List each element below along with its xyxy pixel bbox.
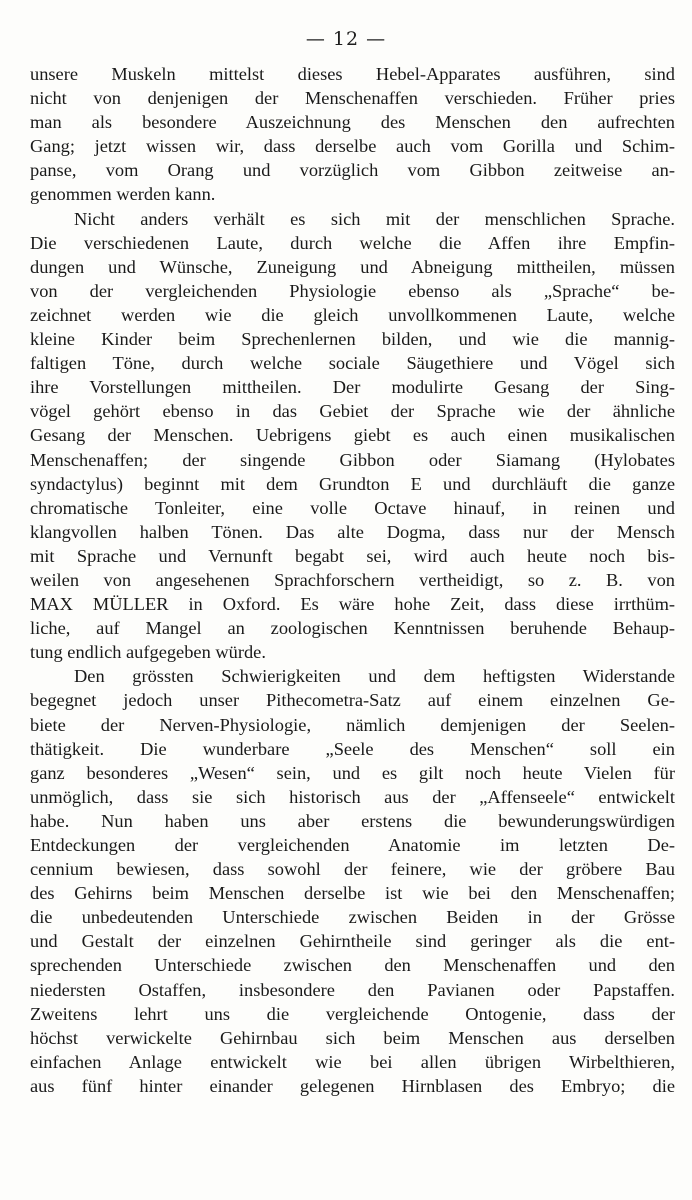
text-line: einfachen Anlage entwickelt wie bei allen übrigen Wirbelthieren, xyxy=(30,1051,675,1072)
body-text xyxy=(30,62,675,1098)
text-line: vögel gehört ebenso in das Gebiet der Sprache wie der ähnliche xyxy=(30,401,675,422)
text-line: klangvollen halben Tönen. Das alte Dogma, dass nur der Mensch xyxy=(30,521,675,542)
paragraph-start-line: Nicht anders verhält es sich mit der menschlichen Sprache. xyxy=(74,208,675,229)
text-line: des Gehirns beim Menschen derselbe ist wie bei den Menschenaffen; xyxy=(30,883,675,904)
text-line: liche, auf Mangel an zoologischen Kenntnissen beruhende Behaup- xyxy=(30,618,675,639)
text-line: man als besondere Auszeichnung des Menschen den aufrechten xyxy=(30,112,675,133)
text-line: genommen werden kann. xyxy=(30,184,216,205)
text-line: weilen von angesehenen Sprachforschern vertheidigt, so z. B. von xyxy=(30,569,675,590)
text-line: habe. Nun haben uns aber erstens die bewunderungswürdigen xyxy=(30,810,675,831)
text-line: Die verschiedenen Laute, durch welche die Affen ihre Empfin- xyxy=(30,232,675,253)
text-line: dungen und Wünsche, Zuneigung und Abneigung mittheilen, müssen xyxy=(30,256,675,277)
paragraph-start-line: Den grössten Schwierigkeiten und dem heftigsten Widerstande xyxy=(74,666,675,687)
text-line: tung endlich aufgegeben würde. xyxy=(30,642,266,663)
text-line: syndactylus) beginnt mit dem Grundton E und durchläuft die ganze xyxy=(30,473,675,494)
text-line: von der vergleichenden Physiologie ebenso als „Sprache“ be- xyxy=(30,280,675,301)
text-line: biete der Nerven-Physiologie, nämlich demjenigen der Seelen- xyxy=(30,714,675,735)
text-line: Gesang der Menschen. Uebrigens giebt es auch einen musikalischen xyxy=(30,425,675,446)
text-line: zeichnet werden wie die gleich unvollkommenen Laute, welche xyxy=(30,304,675,325)
text-line: ihre Vorstellungen mittheilen. Der modulirte Gesang der Sing- xyxy=(30,377,675,398)
text-line: thätigkeit. Die wunderbare „Seele des Menschen“ soll ein xyxy=(30,738,675,759)
text-line: unmöglich, dass sie sich historisch aus der „Affenseele“ entwickelt xyxy=(30,786,675,807)
text-line: die unbedeutenden Unterschiede zwischen Beiden in der Grösse xyxy=(30,907,675,928)
text-line: nicht von denjenigen der Menschenaffen verschieden. Früher pries xyxy=(30,88,675,109)
text-line: sprechenden Unterschiede zwischen den Menschenaffen und den xyxy=(30,955,675,976)
text-line: chromatische Tonleiter, eine volle Octave hinauf, in reinen und xyxy=(30,497,675,518)
text-line: mit Sprache und Vernunft begabt sei, wird auch heute noch bis- xyxy=(30,545,675,566)
text-line: panse, vom Orang und vorzüglich vom Gibbon zeitweise an- xyxy=(30,160,675,181)
page-number: — 12 — xyxy=(305,28,387,50)
text-line: begegnet jedoch unser Pithecometra-Satz auf einem einzelnen Ge- xyxy=(30,690,675,711)
text-line: Zweitens lehrt uns die vergleichende Ontogenie, dass der xyxy=(30,1003,675,1024)
text-line: niedersten Ostaffen, insbesondere den Pavianen oder Papstaffen. xyxy=(30,979,675,1000)
text-line: Menschenaffen; der singende Gibbon oder Siamang (Hylobates xyxy=(30,449,675,470)
text-line: und Gestalt der einzelnen Gehirntheile sind geringer als die ent- xyxy=(30,931,675,952)
text-line: unsere Muskeln mittelst dieses Hebel-Apparates ausführen, sind xyxy=(30,64,675,84)
text-line: MAX MÜLLER in Oxford. Es wäre hohe Zeit, dass diese irrthüm- xyxy=(30,594,675,615)
text-line: kleine Kinder beim Sprechenlernen bilden, und wie die mannig- xyxy=(30,329,675,350)
text-line: faltigen Töne, durch welche sociale Säugethiere und Vögel sich xyxy=(30,353,675,374)
text-line: Entdeckungen der vergleichenden Anatomie im letzten De- xyxy=(30,835,675,855)
text-line: aus fünf hinter einander gelegenen Hirnblasen des Embryo; die xyxy=(30,1075,675,1096)
text-line: cennium bewiesen, dass sowohl der feinere, wie der gröbere Bau xyxy=(30,859,675,880)
text-line: ganz besonderes „Wesen“ sein, und es gilt noch heute Vielen für xyxy=(30,762,675,783)
text-line: höchst verwickelte Gehirnbau sich beim Menschen aus derselben xyxy=(30,1027,675,1048)
text-line: Gang; jetzt wissen wir, dass derselbe auch vom Gorilla und Schim- xyxy=(30,136,675,157)
